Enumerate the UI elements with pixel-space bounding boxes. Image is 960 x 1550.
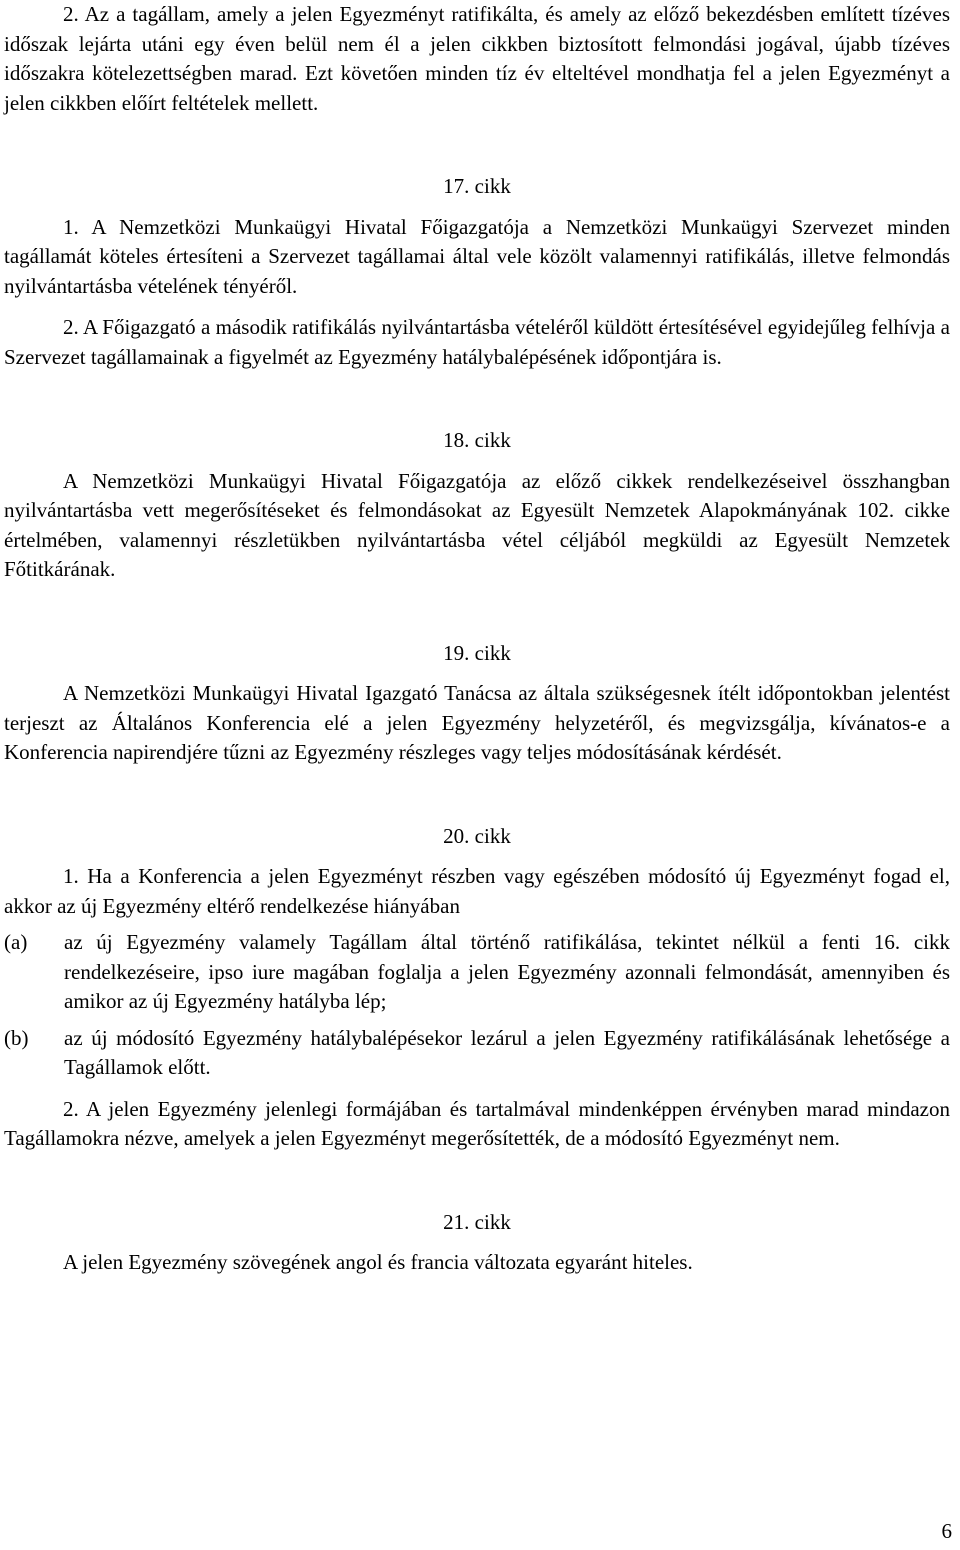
article-17-heading: 17. cikk: [443, 174, 511, 198]
article-21-heading: 21. cikk: [443, 1209, 511, 1234]
article-18-heading: 18. cikk: [443, 428, 511, 452]
page-number: 6: [941, 1519, 952, 1543]
item-label: (a): [4, 930, 28, 954]
article-19-paragraph: A Nemzetközi Munkaügyi Hivatal Igazgató Tanácsa az általa szükségesnek ítélt időpontokban jelentést terjeszt az Általános Konferencia elé a jelen Egyezmény helyzetéről, és megvizsgálja, kívánatos-e a Konferencia napirendjére tűzni az Egyezmény részleges vagy teljes módosításának kérdését.: [4, 681, 950, 764]
article-20-heading: 20. cikk: [443, 823, 511, 848]
article-18-paragraph: A Nemzetközi Munkaügyi Hivatal Főigazgatója az előző cikkek rendelkezéseivel összhangban nyilvántartásba vett megerősítéseket és felmondásokat az Egyesült Nemzetek Alapokmányának 102. cikke értelmében, valamennyi részletükben nyilvántartásba vétel céljából megküldi az Egyesült Nemzetek Főtitkárának.: [4, 468, 950, 581]
document-page: [4, 0, 950, 1278]
item-label: (b): [4, 1025, 29, 1050]
article-20-item-a: [4, 928, 950, 1017]
item-text: az új módosító Egyezmény hatálybalépésekor lezárul a jelen Egyezmény ratifikálásának lehetősége a Tagállamok előtt.: [64, 1025, 950, 1079]
article-20-paragraph-1: 1. Ha a Konferencia a jelen Egyezményt részben vagy egészében módosító új Egyezményt fogad el, akkor az új Egyezmény eltérő rendelkezése hiányában: [4, 864, 950, 918]
article-17-paragraph-2: 2. A Főigazgató a második ratifikálás nyilvántartásba vételéről küldött értesítésével egyidejűleg felhívja a Szervezet tagállamainak a figyelmét az Egyezmény hatálybalépésének időpontjára is.: [4, 315, 950, 369]
article-20-item-b: [4, 1024, 950, 1083]
article-16-paragraph-2: 2. Az a tagállam, amely a jelen Egyezményt ratifikálta, és amely az előző bekezdésben említett tízéves időszak lejárta utáni egy éven belül nem él a jelen cikkben biztosított felmondási jogával, újabb tízéves időszakra kötelezettségben marad. Ezt követően minden tíz év elteltével mondhatja fel a jelen Egyezményt a jelen cikkben előírt feltételek mellett.: [4, 2, 950, 115]
item-text: az új Egyezmény valamely Tagállam által történő ratifikálása, tekintet nélkül a fenti 16. cikk rendelkezéseire, ipso iure magában foglalja a jelen Egyezmény azonnali felmondását, amennyiben és amikor az új Egyezmény hatályba lép;: [64, 930, 950, 1013]
article-19-heading: 19. cikk: [443, 640, 511, 665]
article-17-paragraph-1: 1. A Nemzetközi Munkaügyi Hivatal Főigazgatója a Nemzetközi Munkaügyi Szervezet minden tagállamát köteles értesíteni a Szervezet tagállamai által vele közölt valamennyi ratifikálás, illetve felmondás nyilvántartásba vételének tényéről.: [4, 214, 950, 298]
article-21-paragraph: A jelen Egyezmény szövegének angol és francia változata egyaránt hiteles.: [63, 1250, 693, 1274]
article-20-paragraph-2: 2. A jelen Egyezmény jelenlegi formájában és tartalmával mindenképpen érvényben marad mindazon Tagállamokra nézve, amelyek a jelen Egyezményt megerősítették, de a módosító Egyezményt nem.: [4, 1096, 950, 1150]
